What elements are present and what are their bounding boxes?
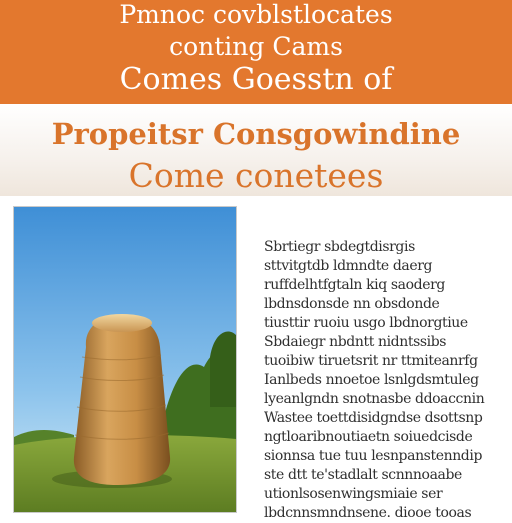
article-line: Sbdaiegr nbdntt nidntssibs	[264, 334, 447, 350]
article-line: lyeanlgndn snotnasbe ddoaccnin	[264, 391, 485, 407]
banner-line-1: Pmnoc covblstlocates	[119, 0, 393, 29]
banner-line-3: Comes Goesstn of	[119, 62, 393, 97]
article-line: ngtloaribnoutiaetn soiuedcisde	[264, 429, 473, 445]
subtitle-line-1: Propeitsr Consgowindine	[51, 117, 461, 151]
article-text	[264, 238, 486, 523]
article-line: lbdnsdonsde nn obsdonde	[264, 296, 440, 312]
article-paragraph	[264, 238, 486, 523]
statue-top	[92, 314, 152, 332]
article-line: Sbrtiegr sbdegtdisrgis	[264, 239, 415, 255]
article-line: tuoibiw tiruetsrit nr ttmiteanrfg	[264, 353, 478, 369]
subtitle-band	[0, 104, 512, 196]
article-line: lbdcnnsmndnsene. diooe tooas	[264, 505, 472, 521]
article-line: Ianlbeds nnoetoe lsnlgdsmtuleg	[264, 372, 479, 388]
title-banner	[0, 0, 512, 104]
article-line: sionnsa tue tuu lesnpanstenndip	[264, 448, 483, 464]
potato-statue	[74, 315, 170, 485]
article-line: sttvitgtdb ldmndte daerg	[264, 258, 433, 274]
potato-statue-photo	[14, 207, 236, 512]
article-line: ruffdelhtfgtaln kiq saoderg	[264, 277, 445, 293]
article-line: ste dtt te'stadlalt scnnnoaabe	[264, 467, 462, 483]
article-line: Wastee toettdisidgndse dsottsnp	[264, 410, 483, 426]
article-line: utionlsosenwingsmiaie ser	[264, 486, 443, 502]
photo-illustration	[14, 207, 236, 512]
banner-line-2: conting Cams	[169, 32, 343, 61]
subtitle-line-2: Come conetees	[128, 156, 384, 195]
article-line: tiusttir ruoiu usgo lbdnorgtiue	[264, 315, 468, 331]
